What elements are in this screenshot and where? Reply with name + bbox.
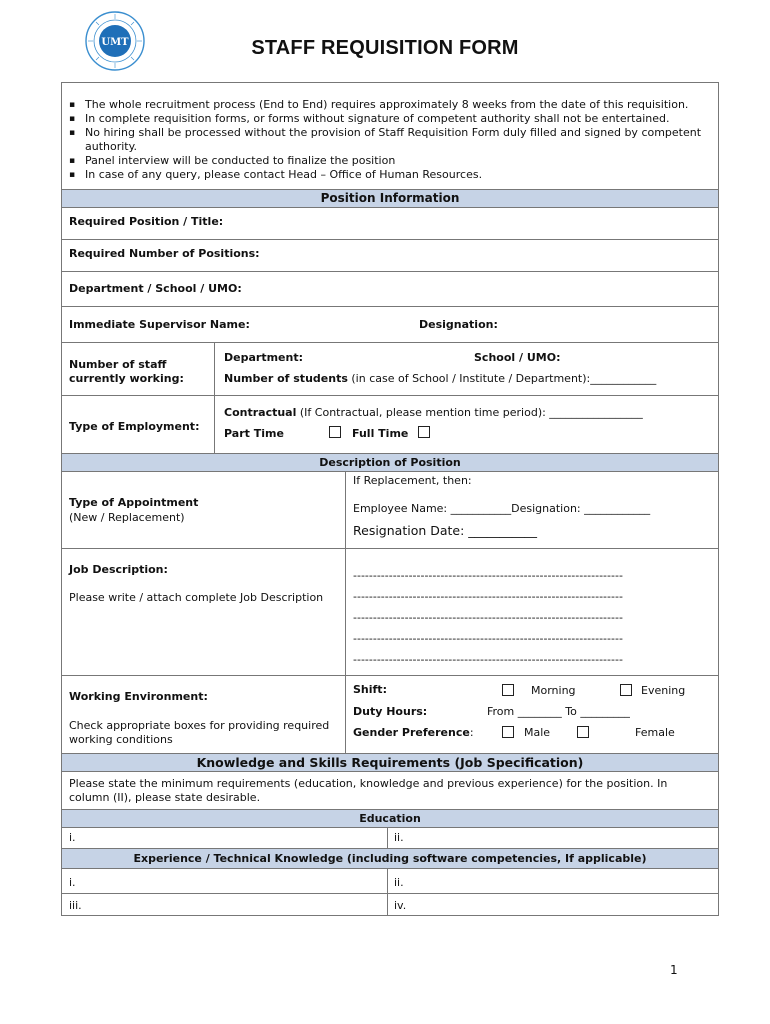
page-number: 1 [670, 963, 678, 977]
section-header-position-information: Position Information [62, 189, 718, 208]
page-title: STAFF REQUISITION FORM [251, 37, 519, 59]
female-label: Female [635, 726, 675, 739]
experience-iii: iii. [69, 899, 82, 912]
department-school-label: Department / School / UMO: [69, 282, 242, 295]
full-time-checkbox[interactable] [418, 426, 430, 438]
staff-working-label: Number of staff currently working: [69, 358, 184, 385]
note-item: ▪ No hiring shall be processed without the provision of Staff Requisition Form duly filled and signed by competent authority. [68, 126, 718, 154]
experience-i: i. [69, 876, 76, 889]
job-description-line: -------------------------------------------------------------------- [353, 632, 623, 645]
immediate-supervisor-label: Immediate Supervisor Name: [69, 318, 250, 331]
section-header-education: Education [62, 809, 718, 828]
working-env-label: Working Environment: [69, 690, 208, 703]
part-time-checkbox[interactable] [329, 426, 341, 438]
job-description-line: -------------------------------------------------------------------- [353, 653, 623, 666]
requisition-form [61, 82, 719, 916]
num-students-label: Number of students [224, 372, 348, 385]
note-item: ▪ In complete requisition forms, or forms without signature of competent authority shall not be entertained. [68, 112, 718, 126]
female-checkbox[interactable] [577, 726, 589, 738]
evening-checkbox[interactable] [620, 684, 632, 696]
experience-iv: iv. [394, 899, 407, 912]
resignation-date-field: Resignation Date: ___________ [353, 523, 538, 538]
contractual-label: Contractual [224, 406, 297, 419]
gender-pref-field [353, 726, 474, 739]
morning-label: Morning [531, 684, 576, 697]
knowledge-intro: column (II), please state desirable. [69, 791, 261, 804]
section-header-knowledge: Knowledge and Skills Requirements (Job Specification) [62, 753, 718, 772]
logo-text: UMT [101, 37, 129, 48]
part-time-label: Part Time [224, 427, 284, 440]
section-header-experience: Experience / Technical Knowledge (including software competencies, If applicable) [62, 848, 718, 869]
job-description-line: -------------------------------------------------------------------- [353, 611, 623, 624]
morning-checkbox[interactable] [502, 684, 514, 696]
working-env-note: Check appropriate boxes for providing required [69, 719, 330, 732]
male-label: Male [524, 726, 551, 739]
department-label: Department: [224, 351, 303, 364]
num-students-note: (in case of School / Institute / Department):____________ [351, 372, 657, 385]
required-number-label: Required Number of Positions: [69, 247, 260, 260]
contractual-note: (If Contractual, please mention time period): _________________ [299, 406, 643, 419]
full-time-label: Full Time [352, 427, 409, 440]
school-umo-label: School / UMO: [474, 351, 561, 364]
designation-label: Designation: [419, 318, 498, 331]
shift-label: Shift: [353, 683, 387, 696]
if-replacement-label: If Replacement, then: [353, 474, 472, 487]
education-i: i. [69, 831, 76, 844]
note-item: ▪ In case of any query, please contact Head – Office of Human Resources. [68, 168, 718, 182]
note-item: ▪ Panel interview will be conducted to finalize the position [68, 154, 718, 168]
note-item: ▪ The whole recruitment process (End to End) requires approximately 8 weeks from the date of this requisition. [68, 98, 718, 112]
type-employment-label: Type of Employment: [69, 420, 200, 433]
working-env-note: working conditions [69, 733, 173, 746]
contractual-field [224, 406, 643, 419]
job-description-note: Please write / attach complete Job Description [69, 591, 324, 604]
job-description-label: Job Description: [69, 563, 168, 576]
num-students-field [224, 372, 656, 385]
male-checkbox[interactable] [502, 726, 514, 738]
required-position-label: Required Position / Title: [69, 215, 224, 228]
section-header-description: Description of Position [62, 453, 718, 472]
job-description-line: -------------------------------------------------------------------- [353, 590, 623, 603]
gender-pref-label: Gender Preference [353, 726, 470, 739]
instructions-list [68, 98, 718, 182]
evening-label: Evening [641, 684, 686, 697]
type-appointment-note: (New / Replacement) [69, 511, 185, 524]
gender-colon: : [469, 726, 474, 739]
experience-ii: ii. [394, 876, 404, 889]
employee-name-field: Employee Name: ___________Designation: ____________ [353, 502, 651, 515]
knowledge-intro: Please state the minimum requirements (education, knowledge and previous experience) for the position. In [69, 777, 668, 790]
duty-hours-label: Duty Hours: [353, 705, 428, 718]
education-ii: ii. [394, 831, 404, 844]
type-appointment-label: Type of Appointment [69, 496, 199, 509]
duty-hours-field: From ________ To _________ [487, 705, 630, 718]
job-description-line: -------------------------------------------------------------------- [353, 569, 623, 582]
